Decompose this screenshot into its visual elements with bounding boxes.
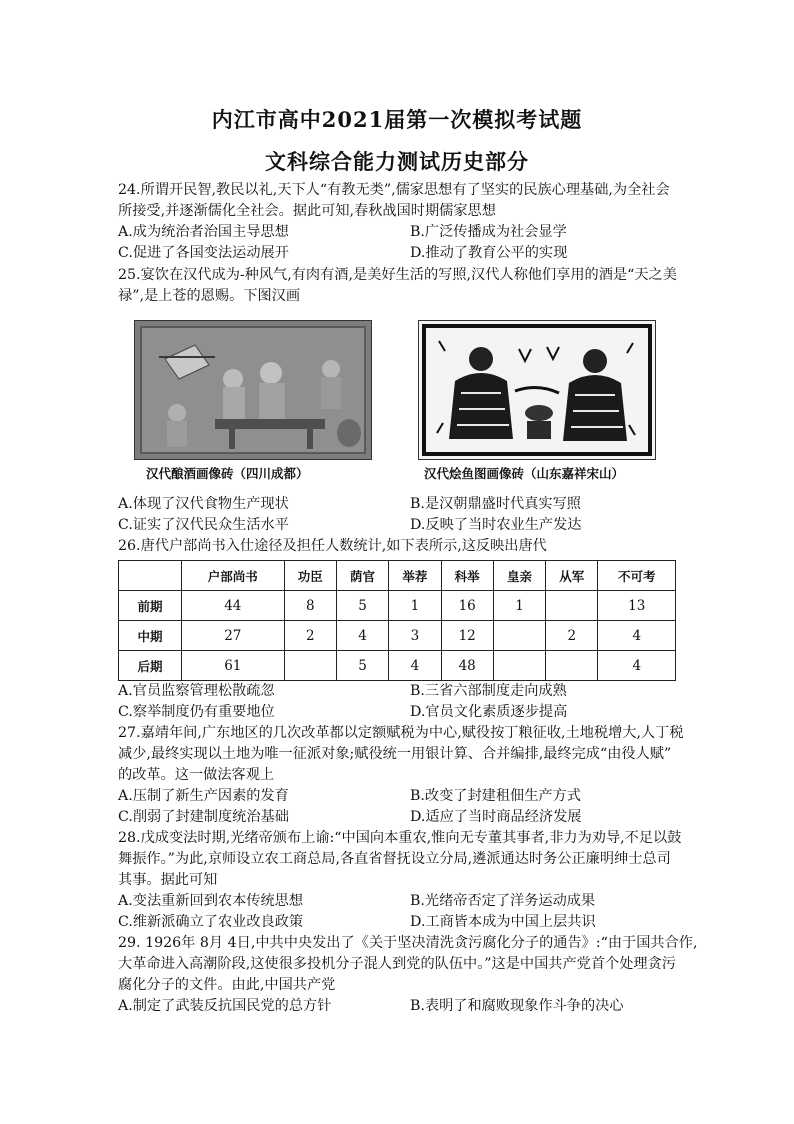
table-cell [284,651,336,681]
table-cell: 4 [389,651,441,681]
q25-option-d: D.反映了当时农业生产发达 [410,517,582,533]
table-header-row [119,561,676,591]
table-cell: 12 [441,621,493,651]
q26-option-c: C.察举制度仍有重要地位 [118,704,275,720]
q26-option-a: A.官员监察管理松散疏忽 [118,683,275,699]
q29-option-a: A.制定了武装反抗国民党的总方针 [118,998,332,1014]
table-cell: 3 [389,621,441,651]
table-row-header: 中期 [119,621,182,651]
table-row [119,651,676,681]
table-cell [493,621,545,651]
q27-option-d: D.适应了当时商品经济发展 [410,809,582,825]
table-header-cell: 从军 [546,561,598,591]
page-subtitle: 文科综合能力测试历史部分 [265,149,529,174]
q28-option-d: D.工商皆本成为中国上层共识 [410,914,596,930]
q29-stem-line-2: 大革命进入高潮阶段,这使很多投机分子混人到党的队伍中。”这是中国共产党首个处理贪污 [118,956,676,972]
q24-option-d: D.推动了教育公平的实现 [410,245,568,261]
table-cell: 27 [182,621,285,651]
q26-option-d: D.官员文化素质逐步提高 [410,704,568,720]
fish-cooking-brick-caption: 汉代烩鱼图画像砖（山东嘉祥宋山） [424,466,625,481]
q24-stem-line-1: 24.所谓开民智,教民以礼,天下人“有教无类”,儒家思想有了坚实的民族心理基础,为全社会 [118,182,670,198]
table-header-cell: 科举 [441,561,493,591]
brewing-brick-image [134,320,372,460]
q27-stem-line-1: 27.嘉靖年间,广东地区的几次改革都以定额赋税为中心,赋役按丁粮征收,土地税增大,人丁税 [118,725,684,741]
q27-stem-line-2: 减少,最终实现以土地为唯一征派对象;赋役统一用银计算、合并编排,最终完成“由役人赋” [118,746,672,762]
table-header-cell: 荫官 [336,561,388,591]
q25-option-c: C.证实了汉代民众生活水平 [118,517,289,533]
table-cell: 1 [389,591,441,621]
q24-option-b: B.广泛传播成为社会显学 [410,224,567,240]
q28-stem-line-2: 舞振作。”为此,京师设立农工商总局,各直省督抚设立分局,遴派通达时务公正廉明绅士总司 [118,851,671,867]
fish-cooking-brick-image [418,320,656,460]
table-header-cell: 功臣 [284,561,336,591]
q25-stem-line-1: 25.宴饮在汉代成为-种风气,有肉有酒,是美好生活的写照,汉代人称他们享用的酒是“天之美 [118,267,677,283]
table-cell: 5 [336,651,388,681]
official-statistics-table [118,560,676,681]
q28-stem-line-1: 28.戊成变法时期,光绪帝颁布上谕:“中国向本重农,惟向无专董其事者,非力为劝导,不足以鼓 [118,830,682,846]
q24-option-c: C.促进了各国变法运动展开 [118,245,289,261]
table-header-cell: 举荐 [389,561,441,591]
page-title: 内江市高中2021届第一次模拟考试题 [211,107,583,132]
q25-option-b: B.是汉朝鼎盛时代真实写照 [410,496,581,512]
table-cell: 2 [284,621,336,651]
table-cell: 4 [336,621,388,651]
table-cell: 8 [284,591,336,621]
q27-option-c: C.削弱了封建制度统治基础 [118,809,289,825]
table-cell: 2 [546,621,598,651]
q24-stem-line-2: 所接受,并逐渐儒化全社会。据此可知,春秋战国时期儒家思想 [118,203,496,219]
table-cell [546,651,598,681]
table-cell: 13 [598,591,676,621]
q24-option-a: A.成为统治者治国主导思想 [118,224,289,240]
table-cell: 4 [598,621,676,651]
table-cell [546,591,598,621]
table-cell: 48 [441,651,493,681]
q28-stem-line-3: 其事。据此可知 [118,872,218,888]
q27-option-a: A.压制了新生产因素的发育 [118,788,289,804]
table-header-cell: 户部尚书 [182,561,285,591]
table-cell: 4 [598,651,676,681]
q29-stem-line-1: 29. 1926年 8月 4日,中共中央发出了《关于坚决清洗贪污腐化分子的通告》:“由于国共合作, [118,935,698,951]
q28-option-c: C.维新派确立了农业改良政策 [118,914,304,930]
q25-stem-line-2: 禄”,是上苍的恩赐。下图汉画 [118,288,301,304]
table-header-cell [119,561,182,591]
q27-stem-line-3: 的改革。这一做法客观上 [118,767,275,783]
table-cell [493,651,545,681]
table-row-header: 前期 [119,591,182,621]
table-cell: 44 [182,591,285,621]
q28-option-a: A.变法重新回到农本传统思想 [118,893,304,909]
q26-option-b: B.三省六部制度走向成熟 [410,683,567,699]
table-cell: 16 [441,591,493,621]
table-row [119,591,676,621]
q29-stem-line-3: 腐化分子的文件。由此,中国共产党 [118,977,336,993]
table-cell: 1 [493,591,545,621]
table-header-cell: 不可考 [598,561,676,591]
q28-option-b: B.光绪帝否定了洋务运动成果 [410,893,596,909]
q27-option-b: B.改变了封建租佃生产方式 [410,788,581,804]
table-header-cell: 皇亲 [493,561,545,591]
brewing-brick-caption: 汉代酿酒画像砖（四川成都） [146,466,309,481]
table-row [119,621,676,651]
q25-option-a: A.体现了汉代食物生产现状 [118,496,289,512]
table-cell: 61 [182,651,285,681]
table-cell: 5 [336,591,388,621]
q26-stem-line-1: 26.唐代户部尚书入仕途径及担任人数统计,如下表所示,这反映出唐代 [118,538,547,554]
q29-option-b: B.表明了和腐败现象作斗争的决心 [410,998,624,1014]
table-row-header: 后期 [119,651,182,681]
